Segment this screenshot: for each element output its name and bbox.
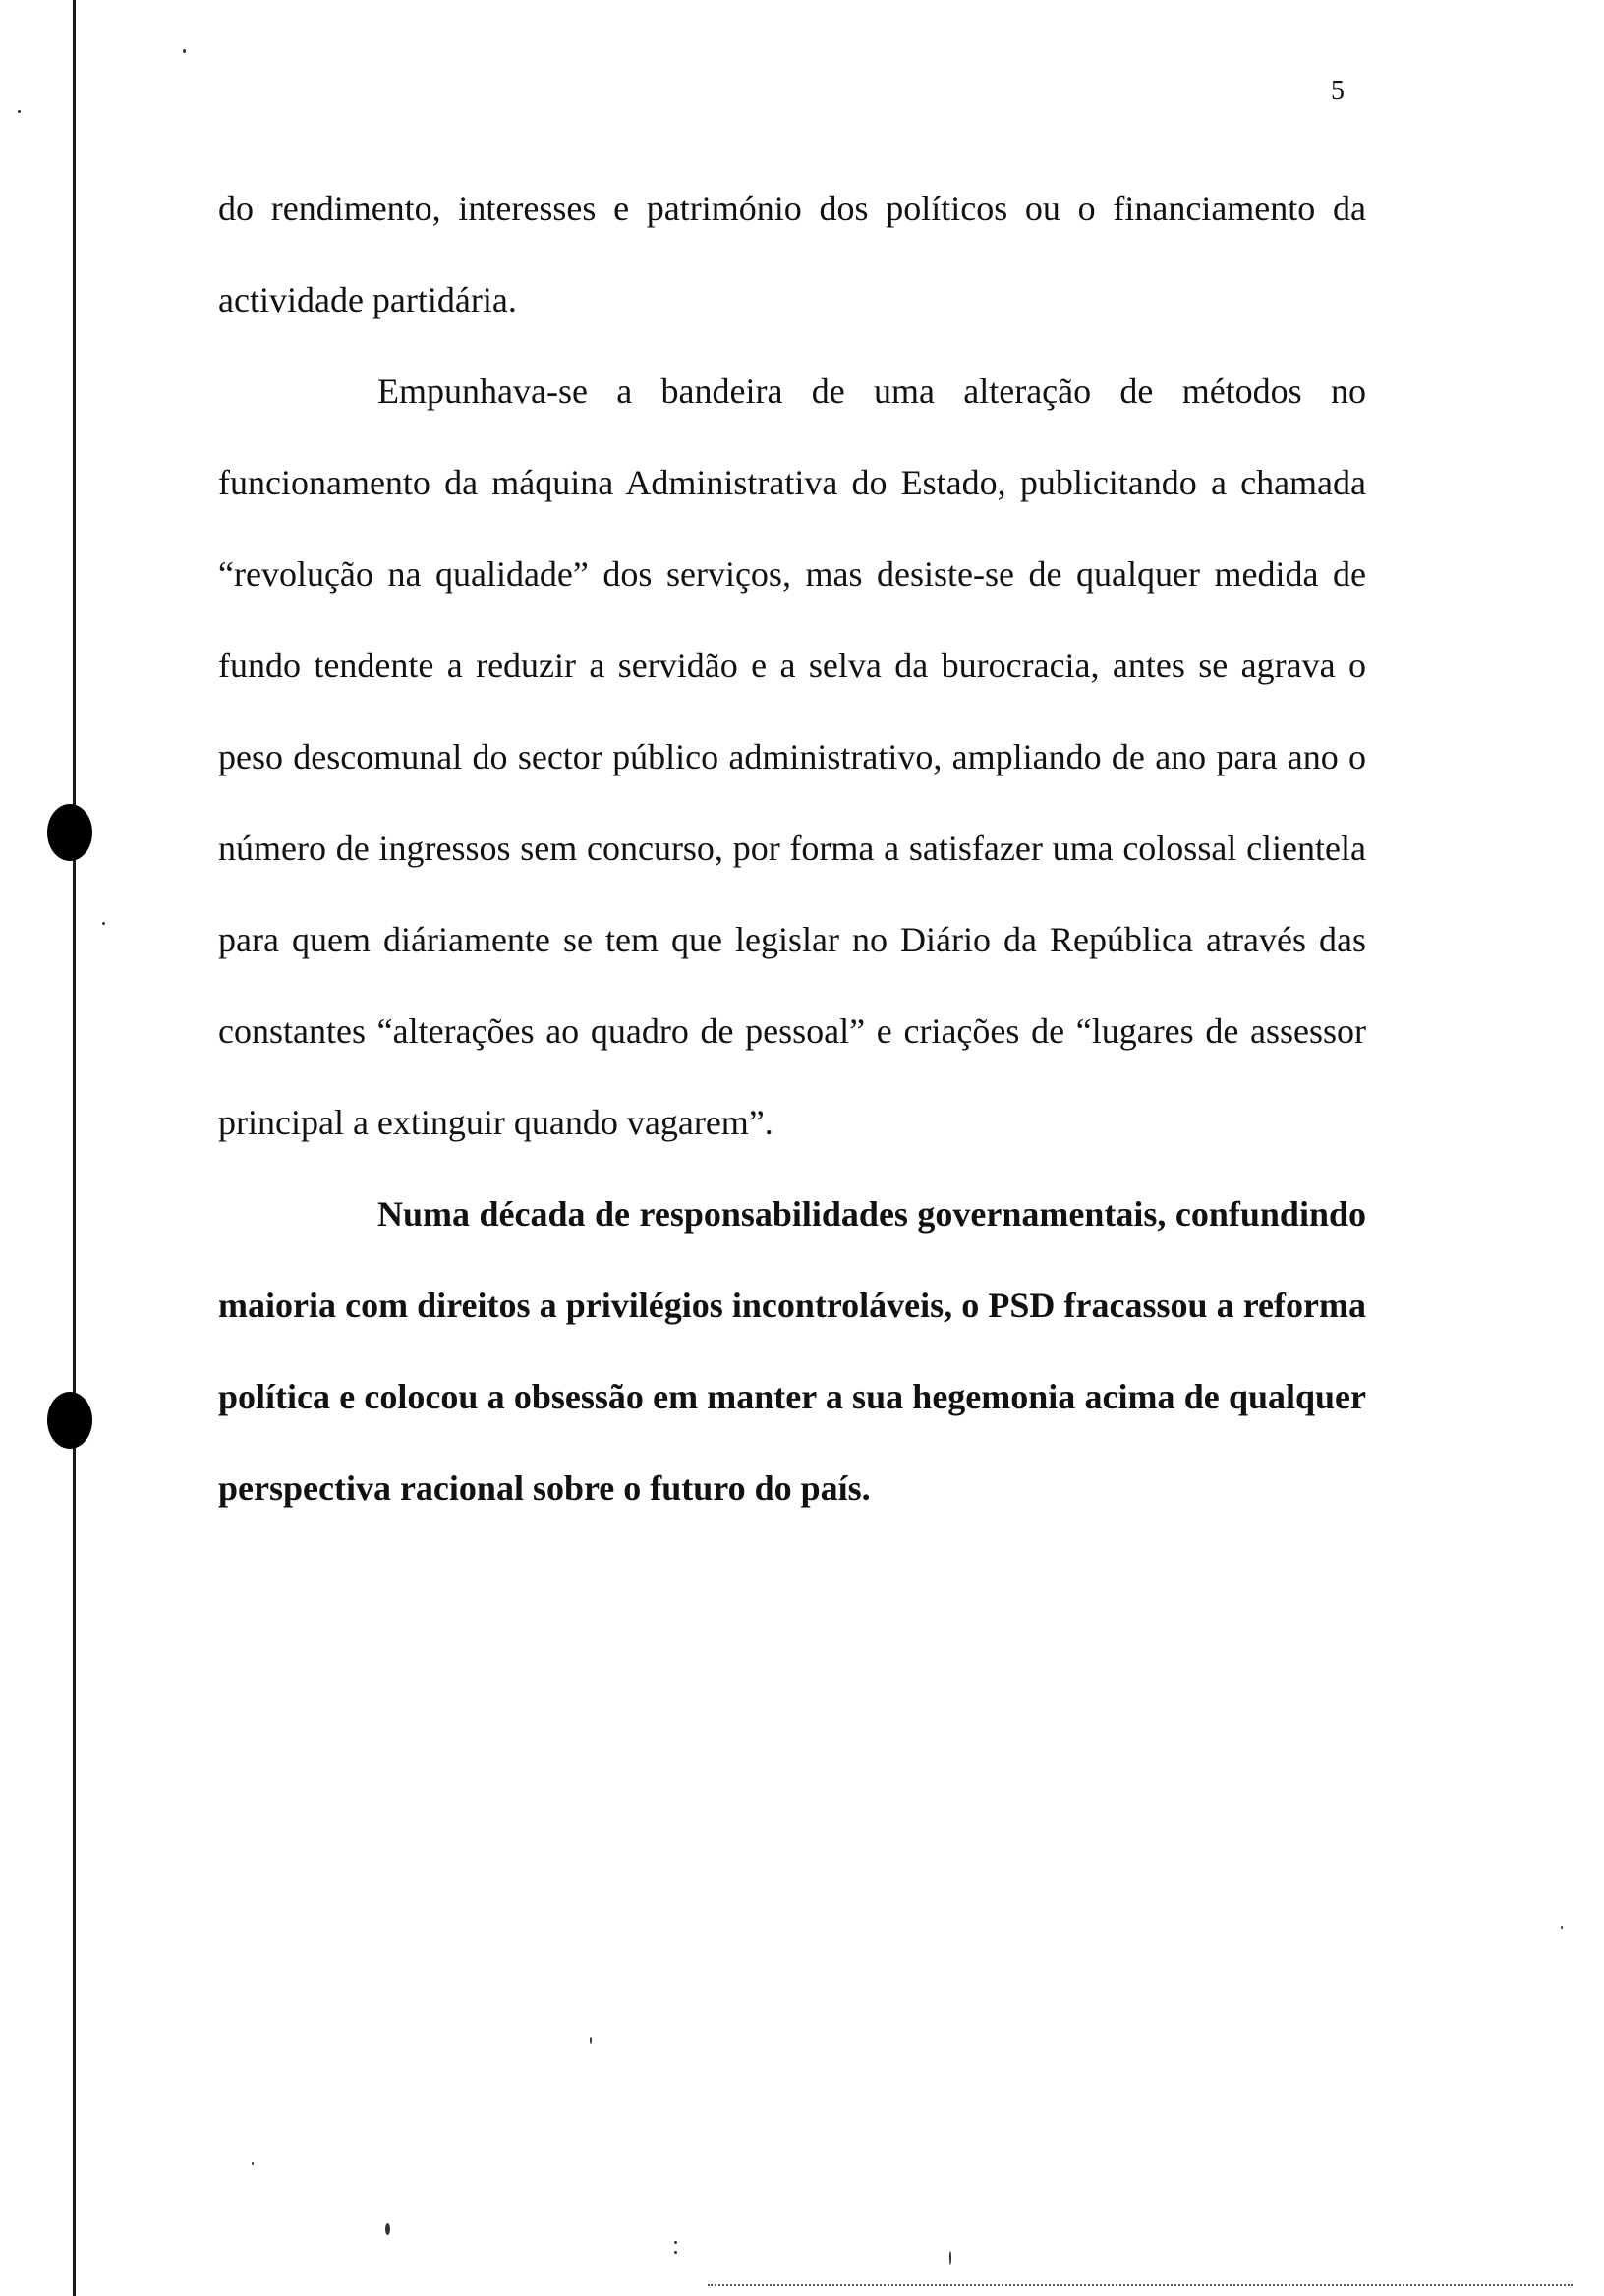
scan-speck	[949, 2251, 951, 2265]
paragraph-1: do rendimento, interesses e património dos políticos ou o financiamento da actividade partidária.	[218, 189, 1366, 319]
scan-dotted-artifact	[708, 2284, 1573, 2286]
paragraph-3: Numa década de responsabilidades governamentais, confundindo maioria com direitos a privilégios incontroláveis, o PSD fracassou a reforma política e colocou a obsessão em manter a sua hegemonia acima de qualquer perspectiva racional sobre o futuro do país.	[218, 1194, 1366, 1508]
punch-hole-upper	[47, 804, 92, 861]
scan-speck	[674, 2251, 677, 2254]
scan-speck	[385, 2223, 390, 2235]
scan-speck	[102, 922, 105, 925]
punch-hole-lower	[47, 1392, 92, 1449]
scan-speck	[1561, 1926, 1563, 1929]
paragraph-2: Empunhava-se a bandeira de uma alteração de métodos no funcionamento da máquina Administrativa do Estado, publicitando a chamada “revolução na qualidade” dos serviços, mas desiste-se de qualquer medida de fundo tendente a reduzir a servidão e a selva da burocracia, antes se agrava o peso descomunal do sector público administrativo, ampliando de ano para ano o número de ingressos sem concurso, por forma a satisfazer uma colossal clientela para quem diáriamente se tem que legislar no Diário da República através das constantes “alterações ao quadro de pessoal” e criações de “lugares de assessor principal a extinguir quando vagarem”.	[218, 372, 1366, 1142]
scan-speck	[18, 110, 21, 113]
binder-margin-line	[73, 0, 76, 2296]
scan-speck	[252, 2162, 254, 2165]
document-body	[218, 163, 1366, 1534]
scan-speck	[674, 2241, 677, 2244]
scan-speck	[183, 49, 186, 53]
scan-speck	[590, 2037, 592, 2044]
page-number: 5	[1331, 76, 1345, 106]
